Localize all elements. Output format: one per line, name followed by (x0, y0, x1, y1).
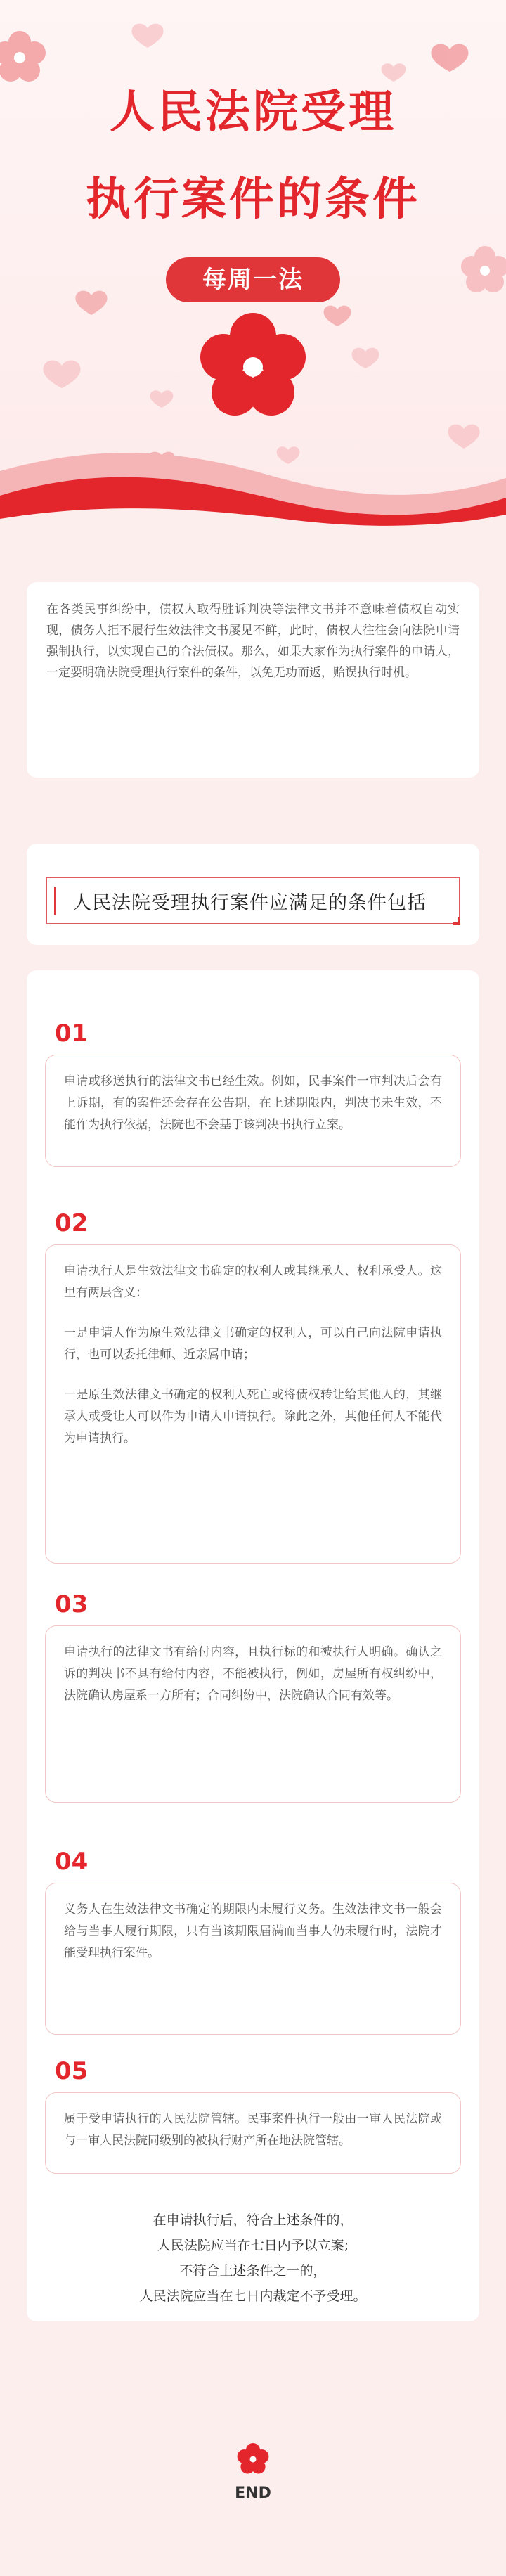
condition-text: 申请执行的法律文书有给付内容，且执行标的和被执行人明确。确认之诉的判决书不具有给付内容，不能被执行，例如，房屋所有权纠纷中，法院确认房屋系一方所有；合同纠纷中，法院确认合同有效等。 (64, 1645, 442, 1703)
corner-mark (453, 917, 460, 925)
item-number: 01 (55, 1019, 89, 1048)
condition-text: 申请或移送执行的法律文书已经生效。例如，民事案件一审判决后会有上诉期，有的案件还会存在公告期，在上述期限内，判决书未生效，不能作为执行依据，法院也不会基于该判决书执行立案。 (64, 1074, 442, 1132)
section-heading-box (46, 877, 460, 924)
heart-icon (150, 390, 174, 408)
closing-line: 人民法院应当在七日内裁定不予受理。 (139, 2288, 367, 2304)
item-number: 02 (55, 1209, 89, 1237)
closing-note (27, 2208, 479, 2309)
item-number: 04 (55, 1848, 89, 1876)
intro-card (27, 582, 479, 778)
flower-icon (0, 31, 46, 82)
closing-line: 在申请执行后，符合上述条件的， (153, 2213, 353, 2228)
closing-line: 人民法院应当在七日内予以立案; (157, 2238, 349, 2253)
condition-item (45, 1883, 461, 2035)
heart-icon (352, 348, 379, 368)
condition-item (45, 2092, 461, 2174)
condition-item (45, 1055, 461, 1167)
heart-icon (75, 291, 107, 315)
end-label: END (235, 2485, 271, 2502)
heart-icon (43, 360, 80, 388)
item-number: 03 (55, 1590, 89, 1618)
heart-icon (431, 44, 468, 72)
section-heading: 人民法院受理执行案件应满足的条件包括 (72, 891, 427, 914)
wave-divider (0, 436, 506, 534)
hero-banner (0, 0, 506, 534)
flower-icon (200, 313, 306, 416)
section-heading-card (27, 844, 479, 945)
item-number: 05 (55, 2057, 89, 2085)
condition-item (45, 1625, 461, 1803)
closing-line: 不符合上述条件之一的， (179, 2263, 327, 2279)
condition-text: 一是申请人作为原生效法律文书确定的权利人，可以自己向法院申请执行，也可以委托律师、近亲属申请； (64, 1326, 442, 1362)
condition-text: 义务人在生效法律文书确定的期限内未履行义务。生效法律文书一般会给与当事人履行期限，只有当该期限届满而当事人仍未履行时，法院才能受理执行案件。 (64, 1902, 442, 1960)
heading-accent-bar (54, 887, 56, 915)
condition-item (45, 1244, 461, 1564)
intro-text: 在各类民事纠纷中，债权人取得胜诉判决等法律文书并不意味着债权自动实现，债务人拒不履行生效法律文书屡见不鲜，此时，债权人往往会向法院申请强制执行，以实现自己的合法债权。那么，如果大家作为执行案件的申请人，一定要明确法院受理执行案件的条件，以免无功而返，贻误执行时机。 (46, 603, 460, 680)
heart-icon (324, 306, 351, 326)
condition-text: 属于受申请执行的人民法院管辖。民事案件执行一般由一审人民法院或与一审人民法院同级别的被执行财产所在地法院管辖。 (64, 2112, 442, 2148)
weekly-law-badge: 每周一法 (166, 257, 340, 302)
page-title-line-1: 人民法院受理 (110, 86, 396, 139)
flower-icon (233, 2440, 273, 2479)
condition-text: 申请执行人是生效法律文书确定的权利人或其继承人、权利承受人。这里有两层含义： (64, 1264, 442, 1300)
flower-icon (461, 246, 506, 292)
heart-icon (131, 24, 163, 48)
end-marker (0, 2440, 506, 2502)
conditions-card (27, 970, 479, 2321)
page-title-line-2: 执行案件的条件 (86, 174, 420, 226)
condition-text: 一是原生效法律文书确定的权利人死亡或将债权转让给其他人的，其继承人或受让人可以作为申请人申请执行。除此之外，其他任何人不能代为申请执行。 (64, 1388, 442, 1445)
